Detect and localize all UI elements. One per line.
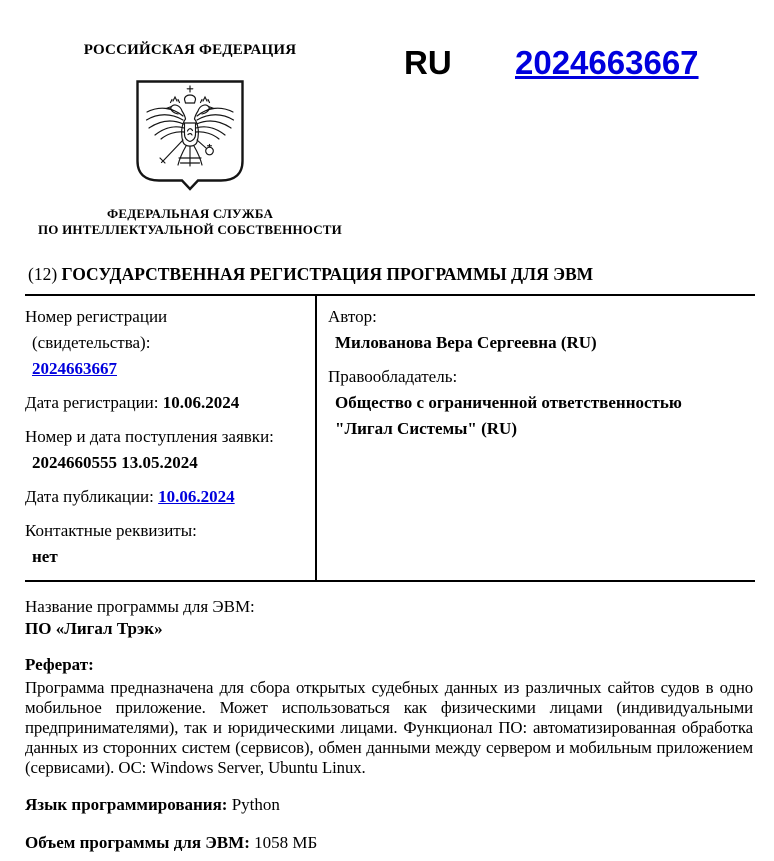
publication-number-link[interactable]: 2024663667 — [515, 44, 699, 81]
rights-holder-block — [328, 364, 755, 442]
contacts-value: нет — [32, 547, 58, 566]
government-block — [28, 42, 352, 238]
reg-number-link[interactable]: 2024663667 — [32, 359, 117, 378]
program-size-line — [25, 832, 753, 854]
country-name: РОССИЙСКАЯ ФЕДЕРАЦИЯ — [83, 42, 297, 58]
holder-value-line1: Общество с ограниченной ответственностью — [335, 393, 682, 412]
abstract-label: Реферат: — [25, 655, 94, 674]
reg-number-label-line1: Номер регистрации — [25, 307, 168, 326]
agency-name — [28, 206, 352, 238]
registration-details-column — [25, 296, 317, 580]
size-value: 1058 МБ — [254, 833, 318, 852]
publication-reference — [404, 44, 699, 84]
registration-date-block — [25, 390, 307, 416]
programming-language-line — [25, 794, 753, 816]
application-value: 2024660555 13.05.2024 — [32, 453, 198, 472]
doc-kind-code: (12) — [28, 264, 58, 284]
contacts-block — [25, 518, 307, 570]
application-label: Номер и дата поступления заявки: — [25, 427, 274, 446]
pub-date-link[interactable]: 10.06.2024 — [158, 487, 235, 506]
reg-date-label: Дата регистрации: — [25, 393, 159, 412]
program-name-label: Название программы для ЭВМ: — [25, 597, 255, 616]
registration-info-table — [25, 294, 755, 582]
author-label: Автор: — [328, 307, 377, 326]
holder-value-line2: "Лигал Системы" (RU) — [335, 419, 517, 438]
program-name-value: ПО «Лигал Трэк» — [25, 619, 163, 638]
abstract-text: Программа предназначена для сбора открытых судебных данных из различных сайтов судов в одно мобильное приложение. Может использоваться как физическими лицами (индивидуальными предпринимателями), так и юридическими лицами. Функционал ПО: автоматизированная обработка данных из сторонних систем (сервисов), обмен данными между сервером и мобильным приложением (сервисами). ОС: Windows Server, Ubuntu Linux. — [25, 678, 753, 777]
publication-date-block — [25, 484, 307, 510]
contacts-label: Контактные реквизиты: — [25, 521, 197, 540]
program-section — [25, 596, 753, 854]
country-code: RU — [404, 44, 452, 81]
size-label: Объем программы для ЭВМ: — [25, 833, 250, 852]
pub-date-label: Дата публикации: — [25, 487, 154, 506]
reg-date-value: 10.06.2024 — [162, 393, 240, 412]
parties-column — [317, 296, 755, 580]
agency-name-line1: ФЕДЕРАЛЬНАЯ СЛУЖБА — [106, 206, 274, 221]
document-header — [0, 0, 774, 260]
author-value: Милованова Вера Сергеевна (RU) — [335, 333, 597, 352]
registration-number-block — [25, 304, 307, 382]
coat-of-arms-russia-icon — [134, 78, 246, 192]
application-block — [25, 424, 307, 476]
document-title — [28, 262, 754, 286]
author-block — [328, 304, 755, 356]
language-value: Python — [231, 795, 280, 814]
holder-label: Правообладатель: — [328, 367, 458, 386]
doc-title-text: ГОСУДАРСТВЕННАЯ РЕГИСТРАЦИЯ ПРОГРАММЫ ДЛЯ ЭВМ — [61, 264, 594, 284]
agency-name-line2: ПО ИНТЕЛЛЕКТУАЛЬНОЙ СОБСТВЕННОСТИ — [38, 222, 342, 237]
language-label: Язык программирования: — [25, 795, 228, 814]
reg-number-label-line2: (свидетельства): — [32, 333, 151, 352]
